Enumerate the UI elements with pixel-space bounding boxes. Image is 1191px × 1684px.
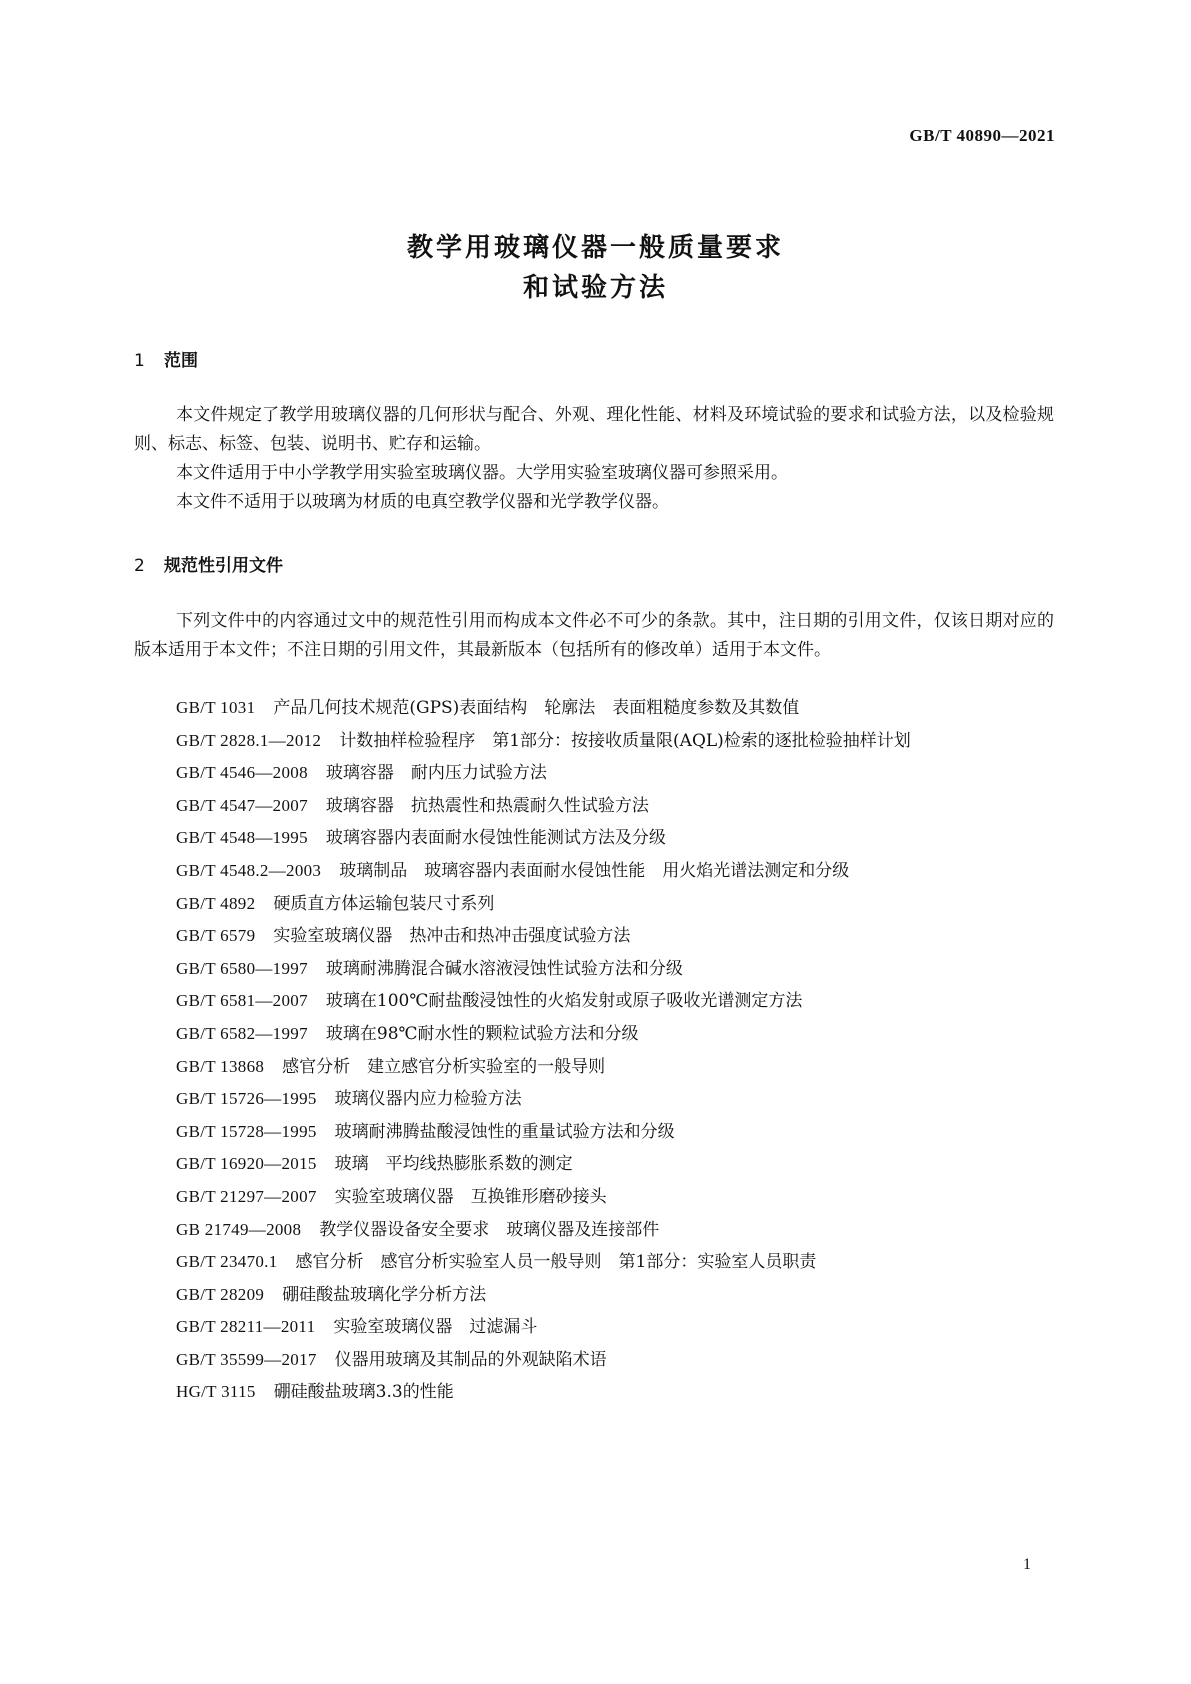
reference-item: [134, 1311, 1054, 1344]
reference-title: 计数抽样检验程序 第1部分：按接收质量限(AQL)检索的逐批检验抽样计划: [339, 730, 911, 751]
reference-code: GB/T 15726—1995: [176, 1089, 317, 1109]
reference-list: [134, 692, 1054, 1409]
paragraph: 本文件适用于中小学教学用实验室玻璃仪器。大学用实验室玻璃仪器可参照采用。: [176, 463, 788, 483]
reference-code: GB/T 1031: [176, 698, 256, 717]
reference-code: GB/T 4547—2007: [176, 795, 308, 815]
reference-item: [134, 822, 1054, 855]
title-line-2: 和试验方法: [522, 273, 668, 303]
reference-title: 玻璃容器内表面耐水侵蚀性能测试方法及分级: [325, 828, 666, 849]
reference-item: [134, 920, 1054, 953]
standard-code: GB/T 40890—2021: [909, 126, 1055, 145]
reference-code: GB/T 21297—2007: [176, 1186, 317, 1206]
reference-item: [134, 1116, 1054, 1149]
section-title: 范围: [164, 351, 198, 371]
reference-item: [134, 790, 1054, 823]
section-title: 规范性引用文件: [164, 556, 283, 576]
reference-title: 硼硅酸盐玻璃3.3的性能: [273, 1382, 454, 1403]
reference-title: 玻璃制品 玻璃容器内表面耐水侵蚀性能 用火焰光谱法测定和分级: [339, 860, 850, 881]
reference-code: GB/T 6579: [176, 926, 256, 946]
reference-code: GB/T 4548.2—2003: [176, 860, 322, 880]
reference-item: [134, 1051, 1054, 1084]
reference-code: GB/T 23470.1: [176, 1252, 278, 1272]
reference-code: GB/T 4892: [176, 893, 256, 913]
reference-title: 实验室玻璃仪器 热冲击和热冲击强度试验方法: [273, 926, 631, 947]
paragraph: 本文件规定了教学用玻璃仪器的几何形状与配合、外观、理化性能、材料及环境试验的要求和试验方法，以及检验规则、标志、标签、包装、说明书、贮存和运输。: [134, 405, 1054, 454]
section-2-heading: [134, 551, 283, 576]
section-1-heading: [134, 346, 198, 371]
reference-code: HG/T 3115: [176, 1382, 256, 1402]
page-number: 1: [1023, 1556, 1031, 1573]
document-title: [0, 228, 1191, 308]
title-line-1: 教学用玻璃仪器一般质量要求: [406, 233, 784, 263]
reference-code: GB/T 16920—2015: [176, 1154, 317, 1174]
reference-title: 玻璃容器 耐内压力试验方法: [325, 763, 547, 784]
reference-item: [134, 1214, 1054, 1247]
reference-title: 玻璃 平均线热膨胀系数的测定: [334, 1154, 573, 1175]
reference-item: [134, 725, 1054, 758]
paragraph: 本文件不适用于以玻璃为材质的电真空教学仪器和光学教学仪器。: [176, 492, 669, 512]
reference-item: [134, 985, 1054, 1018]
reference-title: 仪器用玻璃及其制品的外观缺陷术语: [334, 1349, 607, 1370]
reference-title: 玻璃容器 抗热震性和热震耐久性试验方法: [325, 795, 649, 816]
reference-item: [134, 1181, 1054, 1214]
reference-code: GB/T 6581—2007: [176, 991, 308, 1011]
reference-item: [134, 1279, 1054, 1312]
reference-title: 玻璃耐沸腾盐酸浸蚀性的重量试验方法和分级: [334, 1121, 675, 1142]
reference-code: GB/T 4546—2008: [176, 763, 308, 783]
reference-code: GB/T 2828.1—2012: [176, 730, 322, 750]
reference-item: [134, 757, 1054, 790]
reference-code: GB/T 28211—2011: [176, 1317, 316, 1337]
reference-title: 玻璃在100℃耐盐酸浸蚀性的火焰发射或原子吸收光谱测定方法: [325, 991, 803, 1012]
reference-item: [134, 1148, 1054, 1181]
reference-code: GB/T 35599—2017: [176, 1349, 317, 1369]
section-number: 1: [134, 351, 145, 371]
reference-title: 硼硅酸盐玻璃化学分析方法: [282, 1284, 487, 1305]
reference-title: 玻璃耐沸腾混合碱水溶液浸蚀性试验方法和分级: [325, 958, 683, 979]
reference-item: [134, 1344, 1054, 1377]
section-1-body: [134, 401, 1054, 517]
reference-code: GB/T 15728—1995: [176, 1121, 317, 1141]
reference-title: 实验室玻璃仪器 互换锥形磨砂接头: [334, 1186, 607, 1207]
reference-item: [134, 692, 1054, 725]
reference-title: 玻璃仪器内应力检验方法: [334, 1089, 522, 1110]
reference-item: [134, 953, 1054, 986]
reference-code: GB/T 6582—1997: [176, 1023, 308, 1043]
paragraph: 下列文件中的内容通过文中的规范性引用而构成本文件必不可少的条款。其中，注日期的引用文件，仅该日期对应的版本适用于本文件；不注日期的引用文件，其最新版本（包括所有的修改单）适用于本文件。: [134, 611, 1054, 660]
reference-item: [134, 888, 1054, 921]
section-number: 2: [134, 556, 145, 576]
reference-code: GB/T 6580—1997: [176, 958, 308, 978]
reference-title: 感官分析 感官分析实验室人员一般导则 第1部分：实验室人员职责: [295, 1252, 817, 1273]
reference-code: GB/T 13868: [176, 1056, 265, 1076]
reference-item: [134, 1376, 1054, 1409]
reference-title: 玻璃在98℃耐水性的颗粒试验方法和分级: [325, 1023, 639, 1044]
reference-code: GB 21749—2008: [176, 1219, 302, 1239]
reference-item: [134, 855, 1054, 888]
reference-item: [134, 1246, 1054, 1279]
reference-item: [134, 1018, 1054, 1051]
reference-code: GB/T 4548—1995: [176, 828, 308, 848]
reference-title: 产品几何技术规范(GPS)表面结构 轮廓法 表面粗糙度参数及其数值: [273, 698, 800, 718]
reference-title: 教学仪器设备安全要求 玻璃仪器及连接部件: [319, 1219, 660, 1240]
section-2-intro: [134, 607, 1054, 665]
reference-code: GB/T 28209: [176, 1284, 265, 1304]
reference-item: [134, 1083, 1054, 1116]
reference-title: 实验室玻璃仪器 过滤漏斗: [333, 1317, 538, 1338]
reference-title: 硬质直方体运输包装尺寸系列: [273, 893, 495, 914]
reference-title: 感官分析 建立感官分析实验室的一般导则: [282, 1056, 606, 1077]
